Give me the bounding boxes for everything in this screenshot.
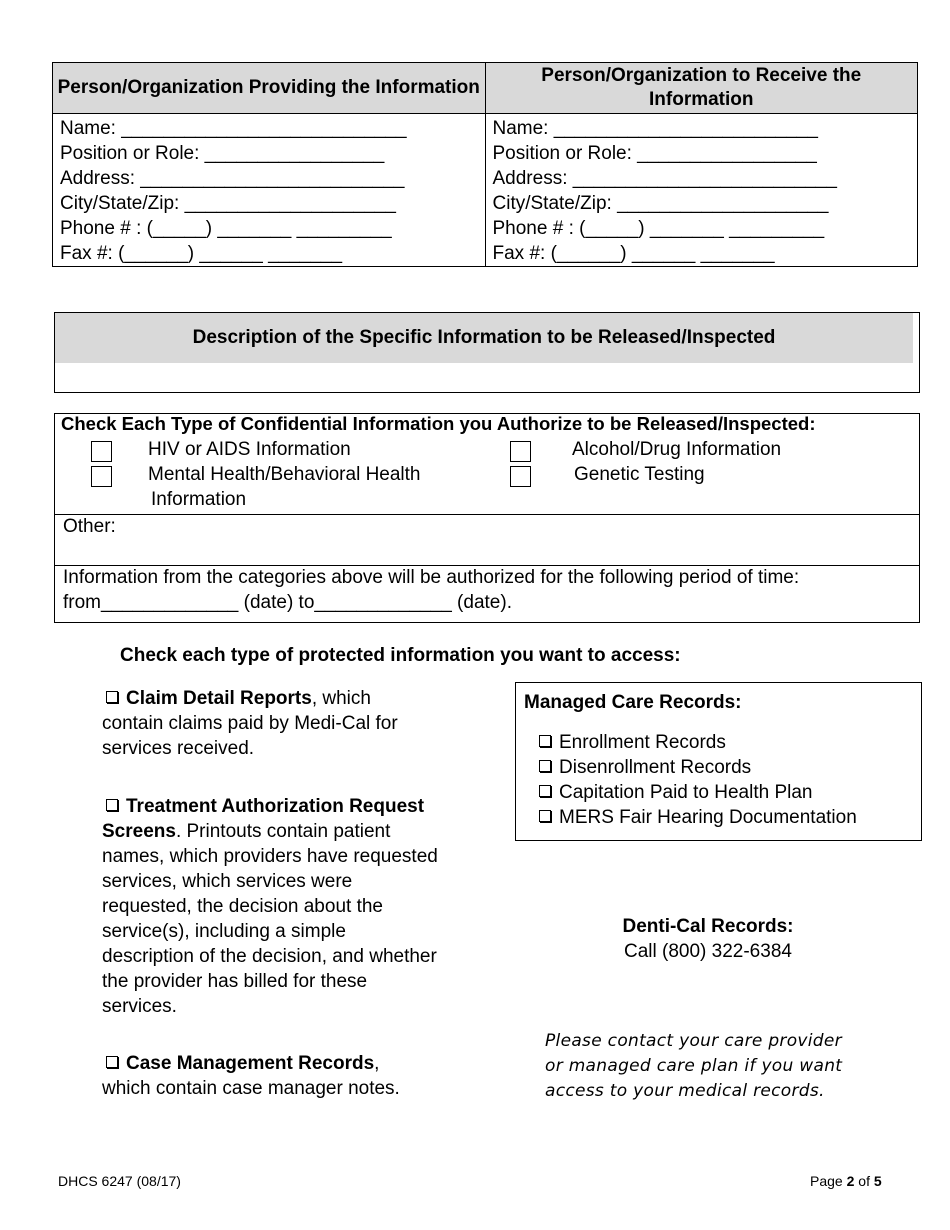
tar-title: Treatment Authorization Request — [126, 796, 425, 817]
types-header: Check Each Type of Confidential Information you Authorize to be Released/Inspected: — [61, 413, 816, 434]
provider-city-field[interactable]: City/State/Zip: ____________________ — [60, 193, 396, 214]
mers-option[interactable] — [539, 805, 857, 830]
receiver-address-field[interactable]: Address: _________________________ — [492, 168, 837, 189]
provider-name-field[interactable]: Name: ___________________________ — [60, 118, 407, 139]
receiver-fax-field[interactable]: Fax #: (______) ______ _______ — [492, 243, 775, 264]
tar-checkbox[interactable] — [106, 799, 118, 811]
tar-title-2: Screens — [102, 821, 176, 842]
receiver-fields[interactable] — [485, 114, 918, 267]
alcohol-checkbox[interactable] — [510, 441, 531, 462]
enrollment-label: Enrollment Records — [559, 732, 726, 753]
provider-phone-field[interactable]: Phone # : (_____) _______ _________ — [60, 218, 392, 239]
records-note-line-3: access to your medical records. — [545, 1081, 825, 1101]
tar-text-3: services, which services were — [102, 871, 353, 892]
disenrollment-option[interactable] — [539, 755, 751, 780]
capitation-option[interactable] — [539, 780, 813, 805]
description-box[interactable] — [54, 312, 920, 393]
enrollment-option[interactable] — [539, 730, 726, 755]
tar-text-5: service(s), including a simple — [102, 921, 346, 942]
mental-health-label-cont: Information — [151, 489, 247, 510]
provider-header: Person/Organization Providing the Information — [53, 63, 486, 114]
records-note-line-1: Please contact your care provider — [545, 1031, 842, 1051]
form-id: DHCS 6247 (08/17) — [58, 1173, 181, 1189]
alcohol-label: Alcohol/Drug Information — [572, 439, 782, 460]
tar-text-7: the provider has billed for these — [102, 971, 368, 992]
claim-detail-title: Claim Detail Reports — [126, 688, 312, 709]
case-management-checkbox[interactable] — [106, 1056, 118, 1068]
case-management-text: , — [374, 1053, 380, 1074]
genetic-checkbox[interactable] — [510, 466, 531, 487]
receiver-phone-field[interactable]: Phone # : (_____) _______ _________ — [492, 218, 825, 239]
tar-text-4: requested, the decision about the — [102, 896, 383, 917]
provider-address-field[interactable]: Address: _________________________ — [60, 168, 405, 189]
parties-table — [52, 62, 918, 267]
denticare-title: Denti-Cal Records: — [622, 916, 794, 937]
capitation-label: Capitation Paid to Health Plan — [559, 782, 813, 803]
claim-detail-text-2: contain claims paid by Medi-Cal for — [102, 713, 398, 734]
provider-role-field[interactable]: Position or Role: _________________ — [60, 143, 385, 164]
claim-detail-text: , which — [311, 688, 371, 709]
capitation-checkbox[interactable] — [539, 785, 551, 797]
hiv-label: HIV or AIDS Information — [148, 439, 351, 460]
tar-text-2: names, which providers have requested — [102, 846, 438, 867]
page-number — [810, 1173, 882, 1189]
managed-care-title: Managed Care Records: — [524, 692, 742, 713]
confidential-types-box — [54, 413, 920, 623]
enrollment-checkbox[interactable] — [539, 735, 551, 747]
disenrollment-checkbox[interactable] — [539, 760, 551, 772]
mers-checkbox[interactable] — [539, 810, 551, 822]
mental-health-label: Mental Health/Behavioral Health — [148, 464, 421, 485]
claim-detail-checkbox[interactable] — [106, 691, 118, 703]
case-management-title: Case Management Records — [126, 1053, 375, 1074]
receiver-header: Person/Organization to Receive the Information — [485, 63, 918, 114]
genetic-label: Genetic Testing — [574, 464, 705, 485]
period-dates-field[interactable]: from_____________ (date) to_____________ (date). — [63, 592, 512, 613]
provider-fields[interactable] — [53, 114, 486, 267]
receiver-role-field[interactable]: Position or Role: _________________ — [492, 143, 817, 164]
mers-label: MERS Fair Hearing Documentation — [559, 807, 857, 828]
description-header: Description of the Specific Information to be Released/Inspected — [55, 313, 913, 363]
claim-detail-text-3: services received. — [102, 738, 255, 759]
records-note-line-2: or managed care plan if you want — [545, 1056, 843, 1076]
claim-detail-option[interactable] — [102, 686, 492, 761]
period-text: Information from the categories above will be authorized for the following period of time: — [63, 567, 800, 588]
tar-option[interactable] — [102, 794, 502, 1019]
access-heading: Check each type of protected information you want to access: — [120, 645, 681, 666]
managed-care-box — [515, 682, 922, 841]
receiver-city-field[interactable]: City/State/Zip: ____________________ — [492, 193, 829, 214]
case-management-text-2: which contain case manager notes. — [102, 1078, 400, 1099]
receiver-name-field[interactable]: Name: _________________________ — [492, 118, 818, 139]
tar-text-1: . Printouts contain patient — [175, 821, 391, 842]
records-note — [545, 1029, 905, 1104]
page-prefix: Page — [810, 1173, 847, 1189]
page-total: 5 — [873, 1173, 882, 1189]
case-management-option[interactable] — [102, 1051, 502, 1101]
page-current: 2 — [846, 1173, 855, 1189]
denticare-block — [515, 914, 901, 964]
tar-text-6: description of the decision, and whether — [102, 946, 437, 967]
disenrollment-label: Disenrollment Records — [559, 757, 752, 778]
tar-text-8: services. — [102, 996, 177, 1017]
hiv-checkbox[interactable] — [91, 441, 112, 462]
denticare-phone: Call (800) 322-6384 — [624, 941, 792, 962]
provider-fax-field[interactable]: Fax #: (______) ______ _______ — [60, 243, 343, 264]
other-field[interactable]: Other: — [63, 516, 116, 537]
mental-health-checkbox[interactable] — [91, 466, 112, 487]
page-of: of — [854, 1173, 874, 1189]
